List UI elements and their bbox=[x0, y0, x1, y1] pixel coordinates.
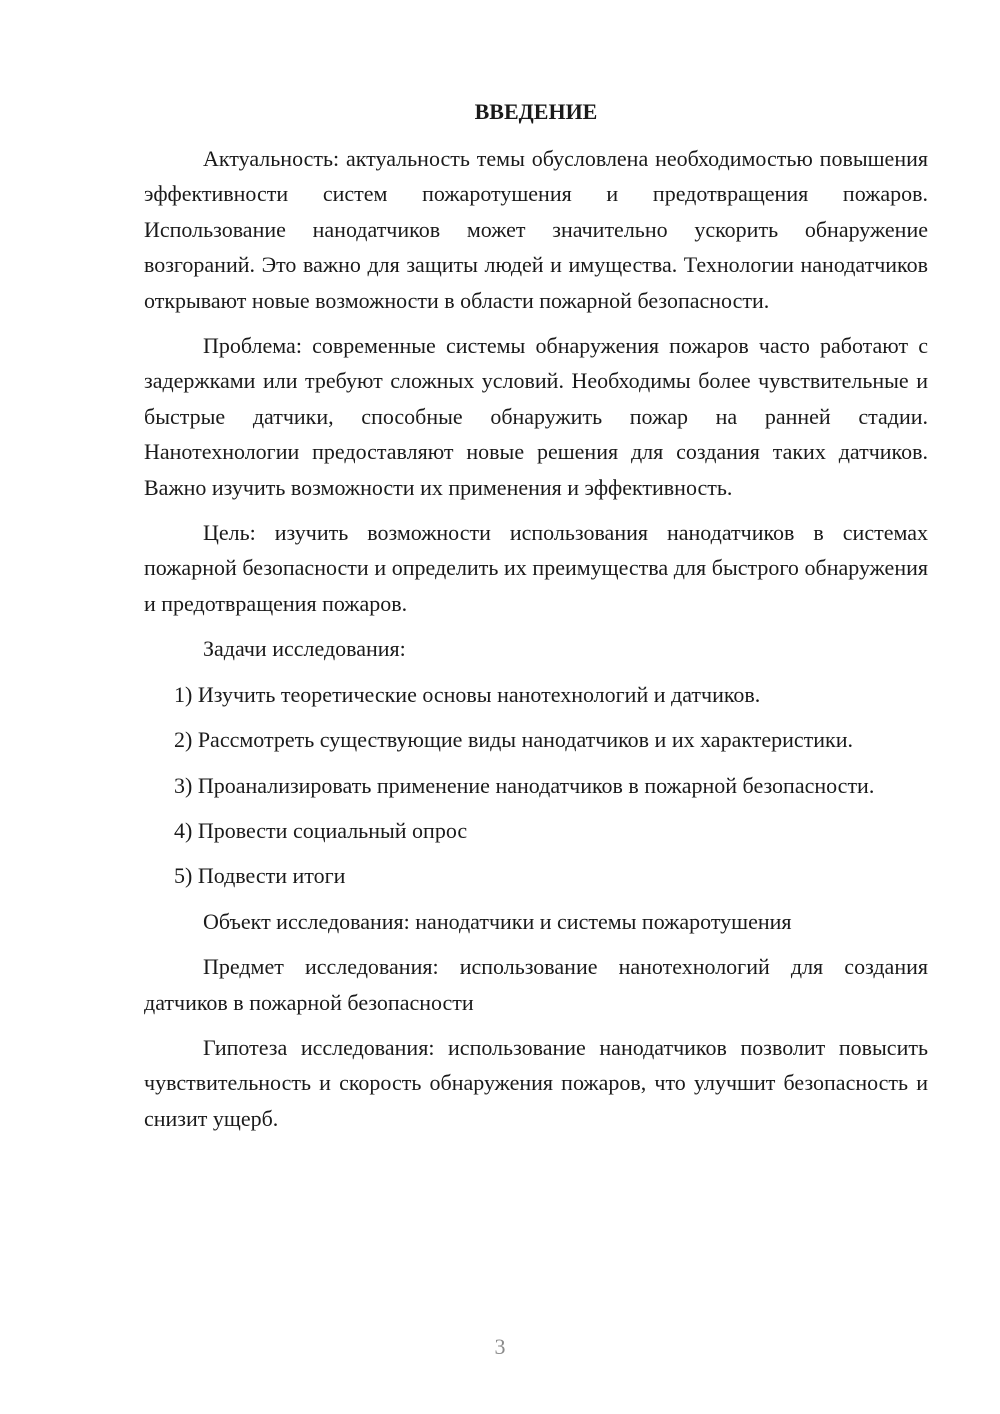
paragraph-relevance: Актуальность: актуальность темы обусловлена необходимостью повышения эффективности систем пожаротушения и предотвращения пожаров. Использование нанодатчиков может значительно ускорить обнаружение возгораний. Это важно для защиты людей и имущества. Технологии нанодатчиков открывают новые возможности в области пожарной безопасности. bbox=[144, 146, 928, 313]
paragraph-object: Объект исследования: нанодатчики и системы пожаротушения bbox=[203, 908, 792, 934]
page-number: 3 bbox=[494, 1334, 506, 1359]
paragraph-goal: Цель: изучить возможности использования нанодатчиков в системах пожарной безопасности и определить их преимущества для быстрого обнаружения и предотвращения пожаров. bbox=[144, 520, 928, 616]
task-item-3: 3) Проанализировать применение нанодатчиков в пожарной безопасности. bbox=[174, 772, 875, 798]
paragraph-tasks-heading: Задачи исследования: bbox=[203, 636, 406, 662]
task-item-5: 5) Подвести итоги bbox=[174, 863, 346, 889]
page-content bbox=[144, 94, 928, 1146]
task-item-4: 4) Провести социальный опрос bbox=[174, 817, 468, 843]
task-item-2: 2) Рассмотреть существующие виды нанодатчиков и их характеристики. bbox=[174, 727, 854, 753]
paragraph-subject: Предмет исследования: использование нанотехнологий для создания датчиков в пожарной безопасности bbox=[144, 954, 928, 1015]
task-item-1: 1) Изучить теоретические основы нанотехнологий и датчиков. bbox=[174, 681, 761, 707]
paragraph-hypothesis: Гипотеза исследования: использование нанодатчиков позволит повысить чувствительность и скорость обнаружения пожаров, что улучшит безопасность и снизит ущерб. bbox=[144, 1034, 928, 1131]
section-title: ВВЕДЕНИЕ bbox=[474, 99, 598, 124]
paragraph-problem: Проблема: современные системы обнаружения пожаров часто работают с задержками или требуют сложных условий. Необходимы более чувствительные и быстрые датчики, способные обнаружить пожар на ранней стадии. Нанотехнологии предоставляют новые решения для создания таких датчиков. Важно изучить возможности их применения и эффективность. bbox=[144, 333, 928, 500]
